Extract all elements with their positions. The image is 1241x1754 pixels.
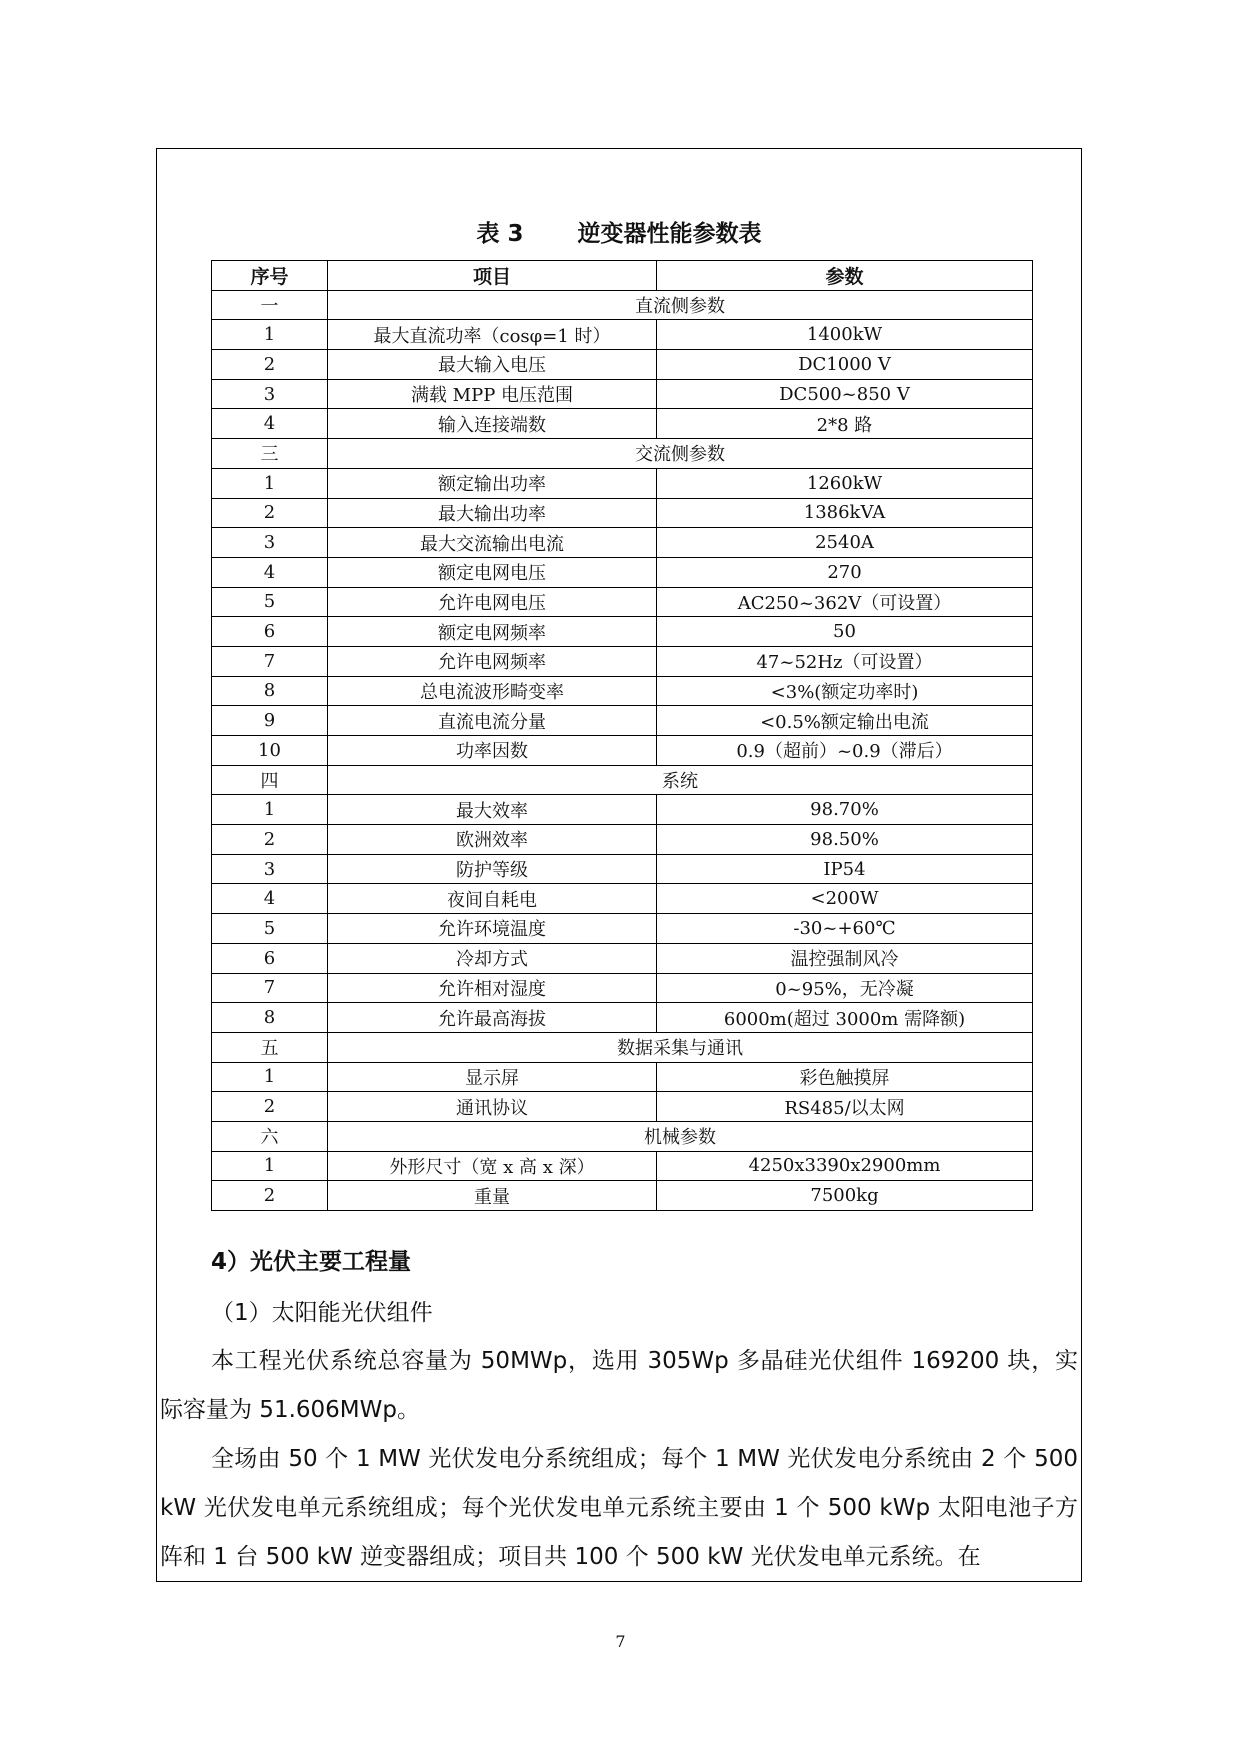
row-value: 6000m(超过 3000m 需降额): [657, 1003, 1033, 1033]
row-item: 允许环境温度: [328, 914, 657, 944]
table-row: [212, 409, 1033, 439]
row-item: 显示屏: [328, 1062, 657, 1092]
table-section-row: [212, 439, 1033, 469]
row-item: 通讯协议: [328, 1092, 657, 1122]
table-row: [212, 854, 1033, 884]
row-value: 2*8 路: [657, 409, 1033, 439]
row-index: 1: [212, 468, 328, 498]
row-item: 最大交流输出电流: [328, 528, 657, 558]
header-parameter: 参数: [657, 261, 1033, 291]
paragraph-capacity: 本工程光伏系统总容量为 50MWp，选用 305Wp 多晶硅光伏组件 169200 块，实际容量为 51.606MWp。: [160, 1348, 1078, 1423]
row-value: 270: [657, 557, 1033, 587]
row-value: 1386kVA: [657, 498, 1033, 528]
section-heading: 4）光伏主要工程量: [211, 1249, 412, 1275]
row-value: RS485/以太网: [657, 1092, 1033, 1122]
table-header-row: [212, 261, 1033, 291]
row-value: 0.9（超前）~0.9（滞后）: [657, 736, 1033, 766]
table-section-row: [212, 765, 1033, 795]
row-value: <200W: [657, 884, 1033, 914]
table-caption-title: 逆变器性能参数表: [577, 221, 762, 247]
row-item: 最大输出功率: [328, 498, 657, 528]
row-index: 2: [212, 498, 328, 528]
row-item: 输入连接端数: [328, 409, 657, 439]
row-value: <3%(额定功率时): [657, 676, 1033, 706]
row-item: 重量: [328, 1181, 657, 1211]
row-item: 最大效率: [328, 795, 657, 825]
row-index: 7: [212, 646, 328, 676]
row-item: 冷却方式: [328, 943, 657, 973]
row-value: DC1000 V: [657, 350, 1033, 380]
row-value: 2540A: [657, 528, 1033, 558]
table-row: [212, 795, 1033, 825]
row-index: 1: [212, 1062, 328, 1092]
row-index: 3: [212, 528, 328, 558]
row-value: 0~95%，无冷凝: [657, 973, 1033, 1003]
table-row: [212, 736, 1033, 766]
row-item: 总电流波形畸变率: [328, 676, 657, 706]
row-index: 4: [212, 557, 328, 587]
row-value: <0.5%额定输出电流: [657, 706, 1033, 736]
table-row: [212, 1092, 1033, 1122]
section-label: 机械参数: [328, 1121, 1033, 1151]
table-row: [212, 706, 1033, 736]
section-label: 交流侧参数: [328, 439, 1033, 469]
row-index: 1: [212, 320, 328, 350]
row-item: 允许电网电压: [328, 587, 657, 617]
section-index: 四: [212, 765, 328, 795]
row-index: 3: [212, 379, 328, 409]
table-row: [212, 498, 1033, 528]
row-item: 最大输入电压: [328, 350, 657, 380]
row-value: AC250~362V（可设置）: [657, 587, 1033, 617]
table-row: [212, 1151, 1033, 1181]
table-row: [212, 379, 1033, 409]
row-item: 夜间自耗电: [328, 884, 657, 914]
table-row: [212, 468, 1033, 498]
row-item: 额定电网频率: [328, 617, 657, 647]
table-section-row: [212, 1121, 1033, 1151]
row-item: 最大直流功率（cosφ=1 时）: [328, 320, 657, 350]
table-row: [212, 914, 1033, 944]
section-label: 系统: [328, 765, 1033, 795]
row-index: 4: [212, 409, 328, 439]
row-value: 47~52Hz（可设置）: [657, 646, 1033, 676]
row-index: 7: [212, 973, 328, 1003]
row-index: 2: [212, 350, 328, 380]
header-item: 项目: [328, 261, 657, 291]
row-item: 直流电流分量: [328, 706, 657, 736]
page-number: 7: [615, 1632, 626, 1651]
row-index: 8: [212, 676, 328, 706]
row-index: 5: [212, 587, 328, 617]
table-row: [212, 646, 1033, 676]
section-index: 三: [212, 439, 328, 469]
section-label: 直流侧参数: [328, 290, 1033, 320]
table-row: [212, 587, 1033, 617]
row-value: IP54: [657, 854, 1033, 884]
table-row: [212, 1181, 1033, 1211]
table-body: [212, 290, 1033, 1210]
row-value: 4250x3390x2900mm: [657, 1151, 1033, 1181]
paragraph-composition: 全场由 50 个 1 MW 光伏发电分系统组成；每个 1 MW 光伏发电分系统由 2 个 500 kW 光伏发电单元系统组成；每个光伏发电单元系统主要由 1 个 500 kWp 太阳电池子方阵和 1 台 500 kW 逆变器组成；项目共 100 个 500 kW 光伏发电单元系统。在: [160, 1446, 1078, 1570]
row-value: 98.70%: [657, 795, 1033, 825]
row-value: DC500~850 V: [657, 379, 1033, 409]
row-value: 98.50%: [657, 825, 1033, 855]
row-item: 允许相对湿度: [328, 973, 657, 1003]
row-index: 4: [212, 884, 328, 914]
table-row: [212, 1062, 1033, 1092]
table-section-row: [212, 290, 1033, 320]
row-item: 功率因数: [328, 736, 657, 766]
row-index: 9: [212, 706, 328, 736]
table-row: [212, 350, 1033, 380]
row-index: 8: [212, 1003, 328, 1033]
row-value: 1260kW: [657, 468, 1033, 498]
row-value: -30~+60℃: [657, 914, 1033, 944]
row-index: 2: [212, 1181, 328, 1211]
row-index: 10: [212, 736, 328, 766]
row-item: 允许最高海拔: [328, 1003, 657, 1033]
row-index: 2: [212, 1092, 328, 1122]
row-item: 额定电网电压: [328, 557, 657, 587]
row-index: 2: [212, 825, 328, 855]
row-value: 温控强制风冷: [657, 943, 1033, 973]
table-caption-number: 表 3: [476, 221, 524, 247]
table-section-row: [212, 1032, 1033, 1062]
row-index: 6: [212, 617, 328, 647]
inverter-parameter-table: [211, 260, 1033, 1211]
row-index: 6: [212, 943, 328, 973]
row-value: 7500kg: [657, 1181, 1033, 1211]
table-row: [212, 557, 1033, 587]
table-caption: [156, 215, 1082, 248]
row-item: 额定输出功率: [328, 468, 657, 498]
row-value: 1400kW: [657, 320, 1033, 350]
row-value: 彩色触摸屏: [657, 1062, 1033, 1092]
row-item: 欧洲效率: [328, 825, 657, 855]
row-index: 1: [212, 795, 328, 825]
table-row: [212, 825, 1033, 855]
section-index: 一: [212, 290, 328, 320]
section-index: 六: [212, 1121, 328, 1151]
row-value: 50: [657, 617, 1033, 647]
sub-heading: （1）太阳能光伏组件: [211, 1300, 433, 1326]
table-row: [212, 1003, 1033, 1033]
table-row: [212, 617, 1033, 647]
row-item: 满载 MPP 电压范围: [328, 379, 657, 409]
row-index: 3: [212, 854, 328, 884]
table-row: [212, 884, 1033, 914]
row-index: 1: [212, 1151, 328, 1181]
section-index: 五: [212, 1032, 328, 1062]
row-item: 外形尺寸（宽 x 高 x 深）: [328, 1151, 657, 1181]
table-row: [212, 528, 1033, 558]
table-row: [212, 973, 1033, 1003]
table-row: [212, 943, 1033, 973]
row-item: 允许电网频率: [328, 646, 657, 676]
table-row: [212, 320, 1033, 350]
header-index: 序号: [212, 261, 328, 291]
row-item: 防护等级: [328, 854, 657, 884]
section-label: 数据采集与通讯: [328, 1032, 1033, 1062]
row-index: 5: [212, 914, 328, 944]
table-row: [212, 676, 1033, 706]
